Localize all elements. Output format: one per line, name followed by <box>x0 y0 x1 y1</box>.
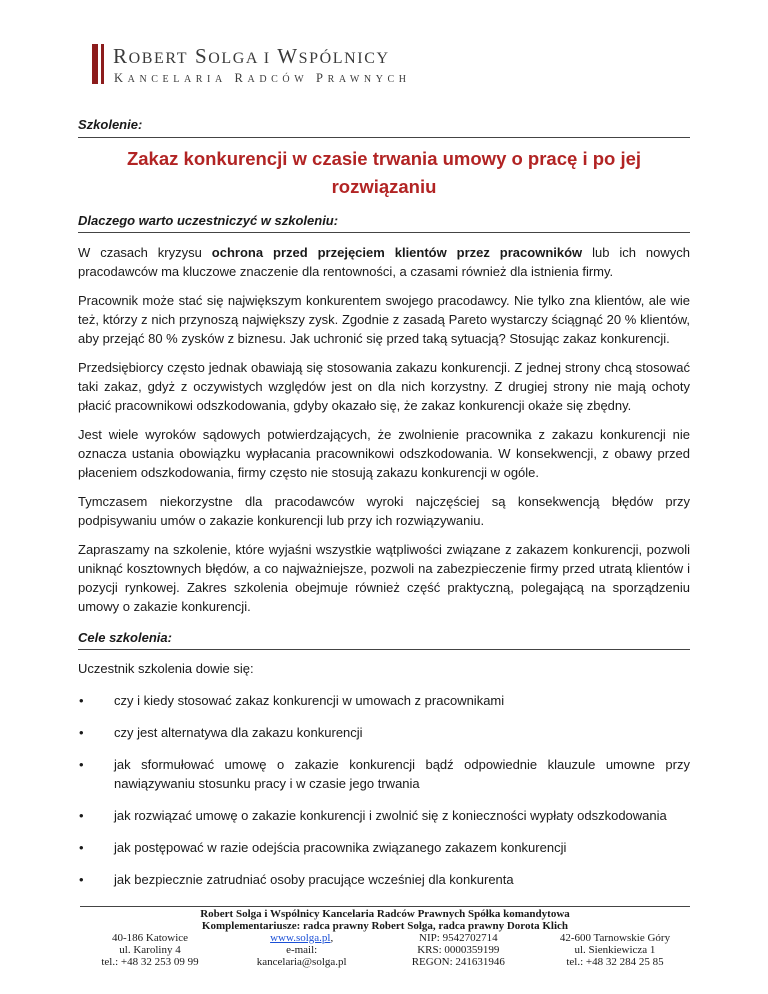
list-item <box>78 723 690 742</box>
list-item-text: jak sformułować umowę o zakazie konkurencji bądź odpowiednie klauzule umowne przy nawiązywaniu stosunku pracy i w czasie jego trwania <box>114 757 690 791</box>
logo-bar-mark <box>92 44 98 84</box>
page-footer <box>80 906 690 968</box>
goals-intro: Uczestnik szkolenia dowie się: <box>78 661 254 676</box>
footer-katowice-address <box>80 932 220 968</box>
logo-subtitle: KANCELARIA RADCÓW PRAWNYCH <box>114 71 411 85</box>
why-paragraph-5: Tymczasem niekorzystne dla pracodawców wyroki najczęściej są konsekwencją błędów przy podpisywaniu umów o zakazie konkurencji lub przy ich rozwiązywaniu. <box>78 494 690 528</box>
footer-web-contact <box>227 932 377 968</box>
bullet-icon: • <box>79 725 84 740</box>
footer-text: 42-600 Tarnowskie Góry <box>559 932 671 944</box>
footer-company-name: Robert Solga i Wspólnicy Kancelaria Radców Prawnych Spółka komandytowa <box>200 908 570 920</box>
bullet-icon: • <box>79 808 84 823</box>
bullet-icon: • <box>79 840 84 855</box>
why-p1-before: W czasach kryzysu <box>78 245 212 260</box>
firm-logo <box>92 44 492 84</box>
list-item-text: jak postępować w razie odejścia pracownika związanego zakazem konkurencji <box>114 840 567 855</box>
document-title: Zakaz konkurencji w czasie trwania umowy o pracę i po jej rozwiązaniu <box>126 148 642 197</box>
footer-email: kancelaria@solga.pl <box>256 956 347 968</box>
footer-text: ul. Sienkiewicza 1 <box>574 944 656 956</box>
footer-text: tel.: +48 32 284 25 85 <box>566 956 664 968</box>
why-paragraph-1 <box>78 243 690 281</box>
why-p1-after: lub ich nowych pracodawców ma kluczowe znaczenie dla rentowności, a czasami również dla istnienia firmy. <box>78 245 690 279</box>
goals-list <box>78 691 690 889</box>
why-p1-bold: ochrona przed przejęciem klientów przez pracowników <box>211 245 583 260</box>
footer-text: tel.: +48 32 253 09 99 <box>101 956 199 968</box>
footer-partners: Komplementariusze: radca prawny Robert Solga, radca prawny Dorota Klich <box>201 920 569 932</box>
footer-text: , <box>330 932 334 944</box>
why-paragraph-2: Pracownik może stać się największym konkurentem swojego pracodawcy. Nie tylko zna klientów, ale wie też, którzy z nich przynoszą największy zysk. Zgodnie z zasadą Pareto wystarczy ściągnąć 20 % klientów, aby przejąć 80 % zysków z biznesu. Jak uchronić się przed taką sytuacją? Stosując zakaz konkurencji. <box>78 293 690 346</box>
why-heading: Dlaczego warto uczestniczyć w szkoleniu: <box>78 213 690 233</box>
goals-heading: Cele szkolenia: <box>78 630 690 650</box>
list-item-text: jak rozwiązać umowę o zakazie konkurencji i zwolnić się z konieczności wypłaty odszkodowania <box>114 808 667 823</box>
list-item-text: jak bezpiecznie zatrudniać osoby pracujące wcześniej dla konkurenta <box>114 872 514 887</box>
footer-contact-row <box>80 932 690 968</box>
list-item-text: czy i kiedy stosować zakaz konkurencji w umowach z pracownikami <box>114 693 505 708</box>
list-item <box>78 755 690 793</box>
list-item <box>78 691 690 710</box>
list-item <box>78 870 690 889</box>
footer-registry <box>383 932 533 968</box>
footer-text: KRS: 0000359199 <box>417 944 500 956</box>
footer-text: e-mail: <box>286 944 318 956</box>
why-paragraph-4: Jest wiele wyroków sądowych potwierdzających, że zwolnienie pracownika z zakazu konkurencji nie oznacza ustania obowiązku wypłacania pracownikowi odszkodowania. W konsekwencji, z obawy przed płaceniem odszkodowania, firmy często nie stosują zakazu konkurencji w ogóle. <box>78 427 690 480</box>
document-body <box>78 117 690 889</box>
website-link[interactable]: www.solga.pl <box>270 932 331 944</box>
footer-text: 40-186 Katowice <box>111 932 189 944</box>
section-label: Szkolenie: <box>78 117 690 138</box>
bullet-icon: • <box>79 872 84 887</box>
bullet-icon: • <box>79 693 84 708</box>
footer-tarnowskie-address <box>540 932 690 968</box>
logo-title: ROBERT SOLGA I WSPÓLNICY <box>113 44 390 68</box>
list-item <box>78 806 690 825</box>
footer-text: NIP: 9542702714 <box>419 932 498 944</box>
why-paragraph-3: Przedsiębiorcy często jednak obawiają się stosowania zakazu konkurencji. Z jednej strony chcą stosować taki zakaz, gdyż z oczywistych względów jest on dla nich korzystny. Z drugiej strony nie mają ochoty płacić pracownikowi odszkodowania, gdyby okazało się, że zakaz konkurencji okaże się zbędny. <box>78 360 690 413</box>
why-paragraph-6: Zapraszamy na szkolenie, które wyjaśni wszystkie wątpliwości związane z zakazem konkurencji, pozwoli uniknąć kosztownych błędów, a co najważniejsze, pozwoli na zabezpieczenie firmy przed utratą klientów i pozycji rynkowej. Zakres szkolenia obejmuje również część praktyczną, polegającą na sporządzeniu umowy o zakazie konkurencji. <box>78 542 690 614</box>
list-item <box>78 838 690 857</box>
logo-bar-mark-thin <box>101 44 104 84</box>
bullet-icon: • <box>79 757 84 772</box>
footer-website-line <box>227 932 377 944</box>
footer-text: ul. Karoliny 4 <box>119 944 181 956</box>
list-item-text: czy jest alternatywa dla zakazu konkurencji <box>114 725 363 740</box>
footer-text: REGON: 241631946 <box>411 956 505 968</box>
